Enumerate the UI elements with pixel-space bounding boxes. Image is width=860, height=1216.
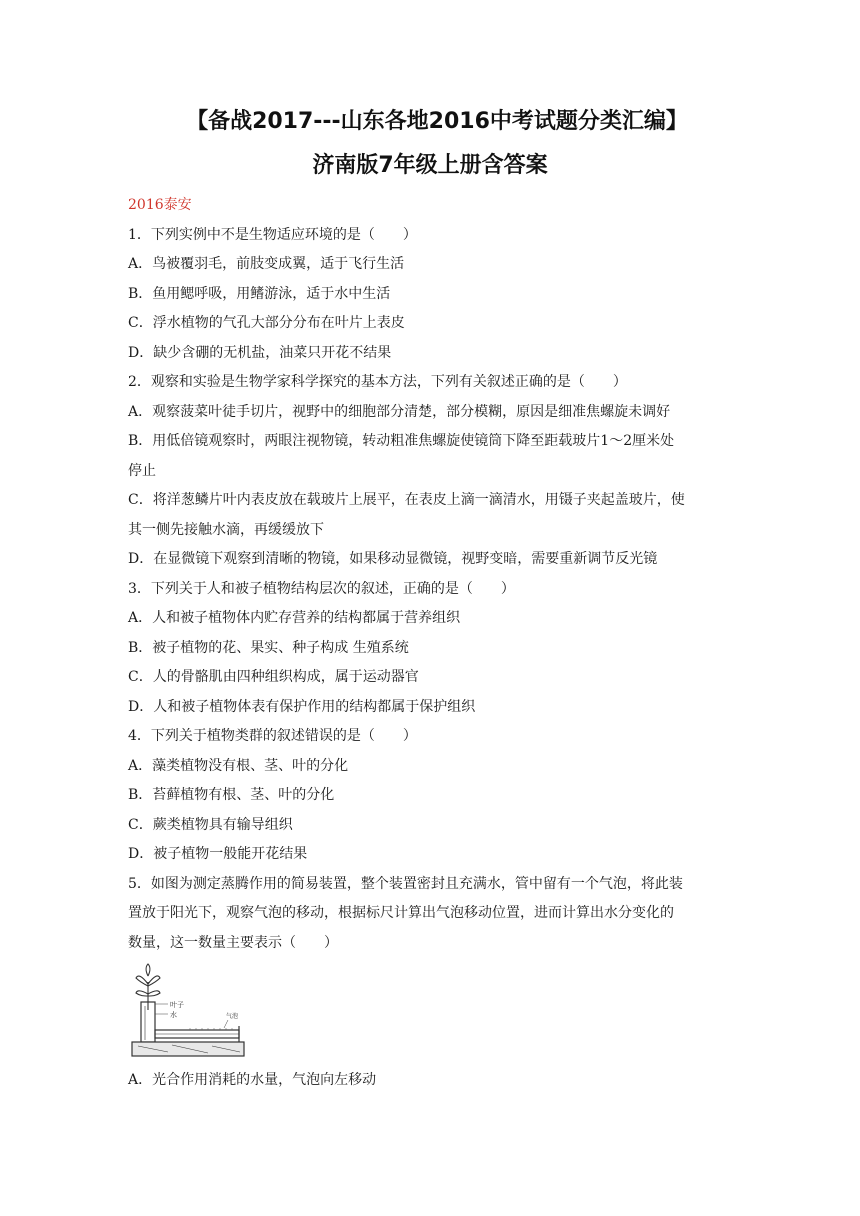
question-line: C．人的骨骼肌由四种组织构成，属于运动器官: [128, 669, 419, 685]
question-line: D．缺少含硼的无机盐，油菜只开花不结果: [128, 344, 392, 361]
question-line: 停止: [128, 462, 156, 479]
transpiration-apparatus-figure: [128, 962, 250, 1060]
question-line: C．将洋葱鳞片叶内表皮放在载玻片上展平，在表皮上滴一滴清水，用镊子夹起盖玻片，使: [128, 492, 685, 508]
question-line: 4．下列关于植物类群的叙述错误的是（ ）: [128, 728, 417, 744]
document-subtitle: 济南版7年级上册含答案: [312, 153, 548, 178]
figure-label: 水: [170, 1011, 177, 1019]
question-line: D．被子植物一般能开花结果: [128, 846, 308, 862]
section-heading: 2016泰安: [128, 197, 192, 213]
question-line: B．苔藓植物有根、茎、叶的分化: [128, 787, 335, 803]
question-line: A．藻类植物没有根、茎、叶的分化: [128, 757, 349, 774]
question-line: B．鱼用鳃呼吸，用鳍游泳，适于水中生活: [128, 285, 391, 302]
question-line: 3．下列关于人和被子植物结构层次的叙述，正确的是（ ）: [128, 580, 515, 597]
question-lines: [128, 221, 738, 959]
document-title: 【备战2017---山东各地2016中考试题分类汇编】: [186, 109, 688, 134]
question-line: D．在显微镜下观察到清晰的物镜，如果移动显微镜，视野变暗，需要重新调节反光镜: [128, 551, 658, 567]
plant-icon: [136, 964, 160, 1010]
question-line: C．浮水植物的气孔大部分分布在叶片上表皮: [128, 315, 405, 331]
question-line: A．观察菠菜叶徒手切片，视野中的细胞部分清楚，部分模糊，原因是细准焦螺旋未调好: [128, 403, 671, 420]
figure-label: 气泡: [226, 1013, 239, 1020]
question-line: C．蕨类植物具有输导组织: [128, 816, 293, 833]
option-line: A．光合作用消耗的水量，气泡向左移动: [128, 1072, 377, 1088]
question-line: D．人和被子植物体表有保护作用的结构都属于保护组织: [128, 698, 476, 715]
question-line: 数量，这一数量主要表示（ ）: [128, 934, 338, 951]
question-line: B．用低倍镜观察时，两眼注视物镜，转动粗准焦螺旋使镜筒下降至距载玻片1～2厘米处: [128, 433, 675, 449]
question-line: 5．如图为测定蒸腾作用的简易装置，整个装置密封且充满水，管中留有一个气泡，将此装: [128, 875, 683, 892]
figure-label: 叶子: [170, 1001, 184, 1009]
question-line: 2．观察和实验是生物学家科学探究的基本方法，下列有关叙述正确的是（ ）: [128, 374, 627, 390]
question-line: A．人和被子植物体内贮存营养的结构都属于营养组织: [128, 610, 461, 626]
question-line: A．鸟被覆羽毛，前肢变成翼，适于飞行生活: [128, 256, 405, 272]
question-line: B．被子植物的花、果实、种子构成 生殖系统: [128, 639, 409, 656]
document-body: [128, 191, 738, 1096]
question-line: 其一侧先接触水滴，再缓缓放下: [128, 521, 324, 538]
question-line: 1．下列实例中不是生物适应环境的是（ ）: [128, 226, 417, 243]
question-line: 置放于阳光下，观察气泡的移动，根据标尺计算出气泡移动位置，进而计算出水分变化的: [128, 905, 674, 921]
